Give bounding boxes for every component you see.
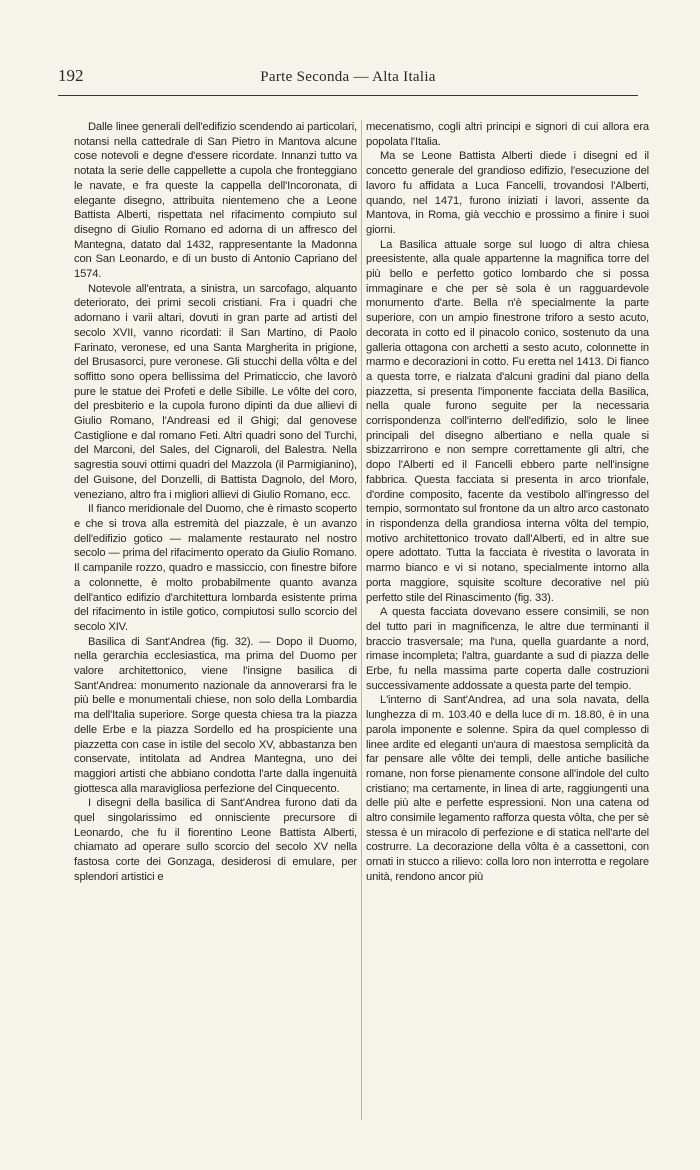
header-rule bbox=[58, 95, 638, 96]
paragraph: A questa facciata dovevano essere consimili, se non del tutto pari in magnificenza, le altre due terminanti il braccio trasversale; ma l'una, quella guardante a nord, rimase incompleta; l'altra, guardante a sud di piazza delle Erbe, fu nella massima parte coperta dalle costruzioni successivamente addossate a questa parte del tempio. bbox=[366, 606, 649, 692]
paragraph: mecenatismo, cogli altri principi e signori di cui allora era popolata l'Italia. bbox=[366, 121, 649, 148]
left-column bbox=[74, 120, 357, 885]
paragraph: Il fianco meridionale del Duomo, che è rimasto scoperto e che si trova alla estremità del piazzale, è un avanzo dell'edifizio gotico — malamente restaurato nel nostro secolo — prima del rifacimento operato da Giulio Romano. Il campanile rozzo, quadro e massiccio, con finestre bifore a colonnette, è molto probabilmente quanto avanza dell'antico edifizio d'architettura lombarda esistente prima del rifacimento in istile gotico, compiutosi sullo scorcio del secolo XIV. bbox=[74, 503, 357, 633]
paragraph: Dalle linee generali dell'edifizio scendendo ai particolari, notansi nella cattedrale di San Pietro in Mantova alcune cose notevoli e degne d'essere ricordate. Innanzi tutto va notata la serie delle cappellette a cupola che fronteggiano le navate, e fra queste la cappella dell'Incoronata, di elegante disegno, attribuita nientemeno che a Leone Battista Alberti, rispettata nel rifacimento compiuto sul disegno di Giulio Romano ed adorna di un affresco del Mantegna, datato dal 1432, rappresentante la Madonna con San Leonardo, e di un busto di Antonio Capriano del 1574. bbox=[74, 121, 357, 281]
paragraph: I disegni della basilica di Sant'Andrea furono dati da quel singolarissimo ed onnisciente precursore di Leonardo, che fu il fiorentino Leone Battista Alberti, chiamato ad operare sullo scorcio del secolo XV nella fastosa corte dei Gonzaga, desiderosi di emulare, per splendori artistici e bbox=[74, 797, 357, 883]
paragraph: Basilica di Sant'Andrea (fig. 32). — Dopo il Duomo, nella gerarchia ecclesiastica, ma prima del Duomo per valore architettonico, viene l'insigne basilica di Sant'Andrea: monumento nazionale da annoverarsi fra le più belle e monumentali chiese, non solo della Lombardia ma dell'Italia superiore. Sorge questa chiesa tra la piazza delle Erbe e la piazza Sordello ed ha prospiciente una piazzetta con case in istile del secolo XV, abbastanza ben conservate, intitolata ad Andrea Mantegna, uno dei maggiori artisti che abbiano condotta l'arte dalla ingenuità giottesca alla maravigliosa perfezione del Cinquecento. bbox=[74, 635, 357, 795]
column-divider bbox=[361, 120, 362, 1120]
running-head: Parte Seconda — Alta Italia bbox=[260, 69, 436, 85]
paragraph: Notevole all'entrata, a sinistra, un sarcofago, alquanto deteriorato, dei primi secoli cristiani. Fra i quadri che adornano i varii altari, dovuti in gran parte ad artisti del secolo XVII, vanno ricordati: il San Martino, di Paolo Farinato, veronese, ed una Santa Margherita in prigione, del Brusasorci, pure veronese. Gli stucchi della vôlta e del soffitto sono opera bellissima del Primaticcio, che lavorò pure le statue dei Profeti e delle Sibille. Le vôlte del coro, del presbiterio e la cupola furono dipinti da due allievi di Giulio Romano, l'Andreasi ed il Ghigi; dal genovese Castiglione e dal romano Feti. Altri quadri sono del Turchi, del Marconi, del Sales, del Cignaroli, del Balestra. Nella sagrestia souvi ottimi quadri del Mazzola (il Parmigianino), del Guisone, del Donzelli, di Battista Dagnolo, del Moro, veneziano, altro fra i migliori allievi di Giulio Romano, ecc. bbox=[74, 282, 357, 501]
paragraph: Ma se Leone Battista Alberti diede i disegni ed il concetto generale del grandioso edifizio, l'esecuzione del lavoro fu affidata a Luca Fancelli, trovandosi l'Alberti, quando, nel 1471, furono iniziati i lavori, assente da Mantova, in Roma, già vecchio e prossimo a finire i suoi giorni. bbox=[366, 150, 649, 236]
page-header bbox=[58, 66, 638, 90]
page-number: 192 bbox=[58, 66, 84, 85]
paragraph: L'interno di Sant'Andrea, ad una sola navata, della lunghezza di m. 103.40 e della luce di m. 18.80, è in una parola imponente e solenne. Spira da quel complesso di linee ardite ed eleganti un'aura di maestosa semplicità da far pensare alle vôlte dei templi, delle antiche basiliche romane, non forse pienamente consone all'indole del culto cristiano; ma certamente, in linea di arte, raggiungenti una delle più alte e perfette espressioni. Non una catena od altro consimile legamento rafforza questa vôlta, che per sè stessa è un miracolo di perfezione e di statica nell'arte del costrurre. La decorazione della vôlta è a cassettoni, con ornati in stucco a rilievo: colla loro non interrotta e regolare unità, rendono ancor più bbox=[366, 694, 649, 883]
right-column bbox=[366, 120, 649, 885]
paragraph: La Basilica attuale sorge sul luogo di altra chiesa preesistente, alla quale appartenne la magnifica torre del più bello e perfetto gotico lombardo che si possa immaginare e che per sè sola è un ragguardevole monumento d'arte. Bella n'è specialmente la parte superiore, con un ampio finestrone triforo a sesto acuto, decorata in cotto ed il pinacolo conico, sostenuto da una galleria ottagona con archetti a sesto acuto, colonnette in marmo e decorazioni in cotto. Fu eretta nel 1413. Di fianco a questa torre, e rialzata d'alcuni gradini dal piano della piazzetta, si presenta l'imponente facciata della Basilica, nella quale furono seguite per la necessaria corrispondenza coll'interno dell'edifizio, solo le linee principali del disegno albertiano e nella quale si sbizzarrirono e non sempre correttamente gli altri, che dopo l'Alberti ed il Fancelli ebbero parte nell'insigne fabbrica. Questa facciata si presenta in arco trionfale, d'ordine composito, facente da vestibolo all'ingresso del tempio, sormontato sul frontone da un altro arco castonato in rispondenza della grandiosa interna vôlta del tempio, motivo architettonico trovato dall'Alberti, ed in altre sue opere adottato. Tutta la facciata è rivestita o lavorata in marmo bianco e vi si notano, specialmente intorno alla porta maggiore, squisite scolture decorative nel più perfetto stile del Rinascimento (fig. 33). bbox=[366, 238, 649, 604]
